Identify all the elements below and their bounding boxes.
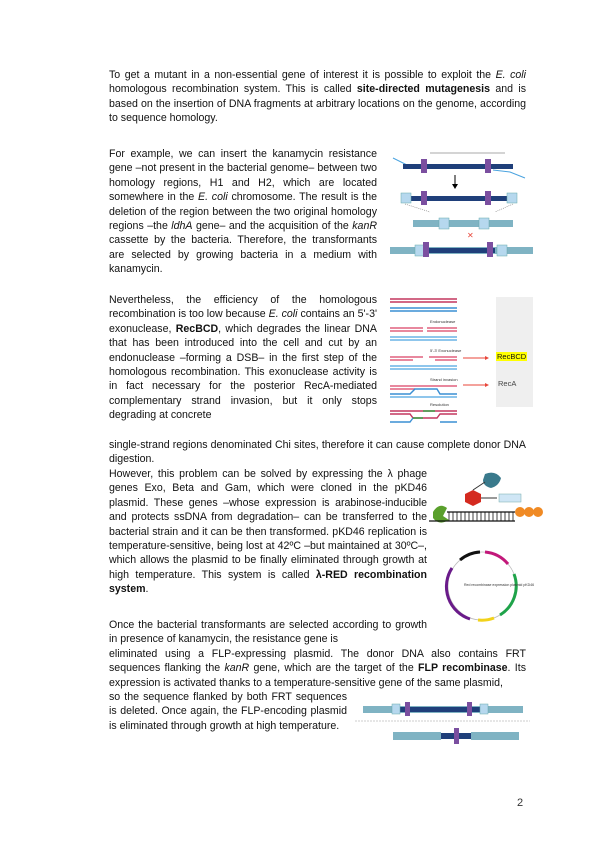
figure-lambda-proteins (425, 468, 545, 530)
species-name: E. coli (495, 69, 526, 81)
paragraph-lambda-red: However, this problem can be solved by expressing the λ phage genes Exo, Beta and Gam, which were cloned in the pKD46 plasmid. These genes –whose expression is arabinose-inducible and protects ssDNA from degradation– can be transferred to the bacterial strain and it can be then transformed. pKD46 replication is temperature-sensitive, being lost at 42ºC –but maintained at 30ºC–, which allows the plasmid to be finally eliminated through growth at high temperature. This system is called λ-RED recombination system. (109, 468, 427, 596)
figure-homologous-recombination (385, 148, 535, 258)
paragraph-intro: To get a mutant in a non-essential gene of interest it is possible to exploit the E. coli homologous recombination system. This is called site-directed mutagenesis and is based on the insertion of DNA fragments at arbitrary locations on the genome, according to sequence homology. (109, 69, 526, 125)
paragraph-recbcd: Nevertheless, the efficiency of the homologous recombination is too low because E. coli contains an 5'-3' exonuclease, RecBCD, which degrades the linear DNA that has been introduced into the cell and cut by an endonuclease –forming a DSB– in the first step of the homologous recombination. This exonuclease activity is in fact necessary for the posterior RecA-mediated complementary strand invasion, but it only stops degrading at concrete (109, 294, 377, 422)
svg-text:✕: ✕ (467, 231, 474, 240)
term-flp-recombinase: FLP recombinase (418, 662, 508, 675)
figure-flp-excision (350, 702, 535, 748)
term-lambda-red: λ-RED recombination system (109, 568, 427, 596)
paragraph-flp-end: so the sequence flanked by both FRT sequences is deleted. Once again, the FLP-encoding plasmid is eliminated through growth at high temperature. (109, 691, 347, 732)
figure-pkd46-plasmid (430, 540, 540, 630)
paragraph-recbcd-continued: single-strand regions denominated Chi sites, therefore it can cause complete donor DNA digestion. (109, 439, 526, 466)
paragraph-flp-continued: eliminated using a FLP-expressing plasmid. The donor DNA also contains FRT sequences flanking the kanR gene, which are the target of the FLP recombinase. Its expression is activated thanks to a temperature-sensitive gene of the same plasmid, (109, 647, 526, 689)
recbcd-label: RecBCD (497, 352, 527, 361)
page-number: 2 (517, 797, 524, 809)
term-recbcd: RecBCD (175, 322, 219, 335)
term-site-directed-mutagenesis: site-directed mutagenesis (356, 83, 490, 96)
svg-text:Endonuclease: Endonuclease (430, 319, 456, 324)
svg-text:Red recombinase expression pla: Red recombinase expression plasmid pKD46 (464, 583, 535, 587)
svg-text:Strand invasion: Strand invasion (430, 377, 458, 382)
recombination-diagram-icon (385, 148, 535, 258)
svg-text:Resolution: Resolution (430, 402, 449, 407)
paragraph-kanamycin-example: For example, we can insert the kanamycin resistance gene –not present in the bacterial genome– between two homology regions, H1 and H2, which are located somewhere in the E. coli chromosome. The result is the deletion of the region between the two original homology regions –the ldhA gene– and the acquisition of the kanR cassette by the bacteria. Therefore, the transformants are selected by growing bacteria in a medium with kanamycin. (109, 148, 377, 276)
paragraph-flp: Once the bacterial transformants are selected according to growth in presence of kanamycin, the resistance gene is (109, 619, 427, 646)
svg-text:5'-3' Exonuclease: 5'-3' Exonuclease (430, 348, 462, 353)
reca-label: RecA (498, 379, 517, 388)
